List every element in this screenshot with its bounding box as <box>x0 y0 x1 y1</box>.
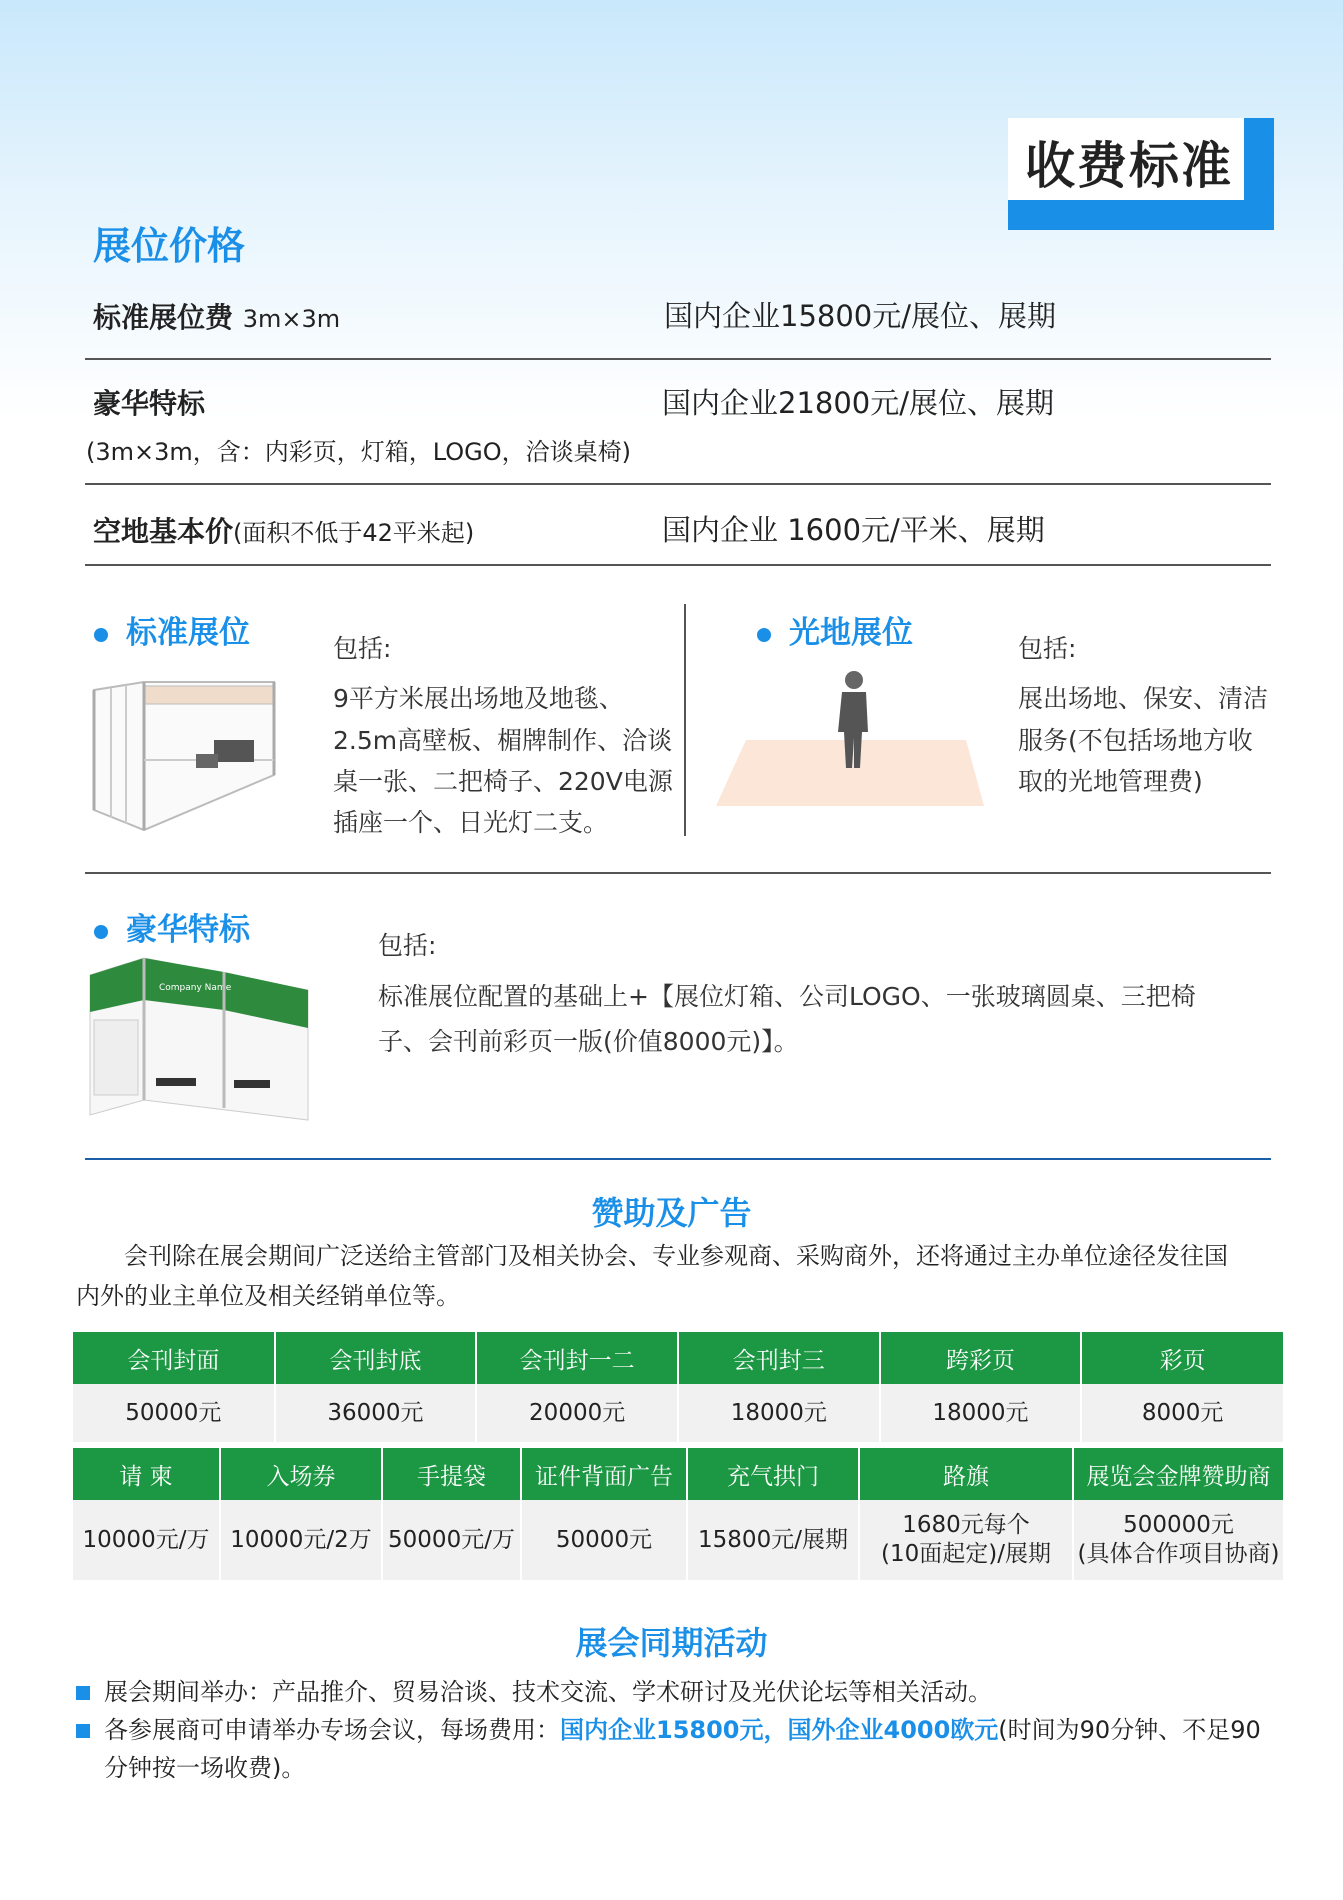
deluxe-booth-desc-1: 标准展位配置的基础上+【展位灯箱、公司LOGO、一张玻璃圆桌、三把椅 <box>378 982 1196 1011</box>
price-row-1-label: 标准展位费 3m×3m <box>93 301 341 334</box>
table-header: 会刊封一二 <box>476 1332 678 1384</box>
divider <box>85 358 1271 360</box>
activity-item-2: 各参展商可申请举办专场会议，每场费用：国内企业15800元，国外企业4000欧元(时间为90分钟、不足90 <box>76 1712 1276 1748</box>
table-header: 会刊封三 <box>678 1332 880 1384</box>
table-cell: 18000元 <box>880 1384 1082 1442</box>
table-cell: 36000元 <box>275 1384 477 1442</box>
price-row-2-label: 豪华特标 <box>93 387 206 420</box>
raw-space-desc-1: 展出场地、保安、清洁 <box>1018 684 1269 713</box>
sponsorship-intro-1: 会刊除在展会期间广泛送给主管部门及相关协会、专业参观商、采购商外，还将通过主办单位途径发往国 <box>124 1242 1228 1270</box>
ad-price-table-2 <box>73 1448 1283 1580</box>
raw-space-desc-3: 取的光地管理费) <box>1018 767 1203 796</box>
company-name-sign: Company Name <box>159 983 232 993</box>
table-cell: 15800元/展期 <box>687 1500 859 1580</box>
standard-booth-includes: 包括: <box>333 634 392 663</box>
table-cell: 10000元/2万 <box>220 1500 382 1580</box>
divider <box>85 564 1271 566</box>
standard-booth-desc-4: 插座一个、日光灯二支。 <box>333 808 609 837</box>
bullet-dot-icon <box>757 628 771 642</box>
price-row-2-note: (3m×3m，含：内彩页，灯箱，LOGO，洽谈桌椅) <box>86 438 632 466</box>
table-header: 路旗 <box>859 1448 1073 1500</box>
table-header: 手提袋 <box>382 1448 521 1500</box>
page-title-box <box>1008 118 1274 230</box>
table-cell: 8000元 <box>1081 1384 1283 1442</box>
booth-price-heading: 展位价格 <box>93 224 246 268</box>
divider-blue <box>85 1158 1271 1160</box>
divider <box>85 872 1271 874</box>
table-header: 充气拱门 <box>687 1448 859 1500</box>
title-accent-bar-bottom <box>1008 200 1274 230</box>
standard-booth-desc-2: 2.5m高壁板、楣牌制作、洽谈 <box>333 726 673 755</box>
table-cell: 50000元 <box>521 1500 687 1580</box>
table-header: 彩页 <box>1081 1332 1283 1384</box>
activity-item-1: 展会期间举办：产品推介、贸易洽谈、技术交流、学术研讨及光伏论坛等相关活动。 <box>76 1674 992 1710</box>
table-header: 证件背面广告 <box>521 1448 687 1500</box>
table-header: 请 柬 <box>73 1448 220 1500</box>
table-cell: 1680元每个 (10面起定)/展期 <box>859 1500 1073 1580</box>
table-cell: 10000元/万 <box>73 1500 220 1580</box>
table-cell: 50000元/万 <box>382 1500 521 1580</box>
price-row-2-value: 国内企业21800元/展位、展期 <box>662 386 1055 420</box>
bullet-square-icon <box>76 1724 90 1738</box>
raw-space-illustration <box>716 660 986 820</box>
sponsorship-intro-2: 内外的业主单位及相关经销单位等。 <box>76 1282 460 1310</box>
divider <box>85 483 1271 485</box>
table-cell: 20000元 <box>476 1384 678 1442</box>
table-cell: 50000元 <box>73 1384 275 1442</box>
deluxe-booth-title: 豪华特标 <box>94 904 250 949</box>
table-cell: 500000元 (具体合作项目协商) <box>1073 1500 1283 1580</box>
activity-item-2-continuation: 分钟按一场收费)。 <box>104 1754 306 1782</box>
table-row <box>73 1384 1283 1442</box>
deluxe-booth-includes: 包括: <box>378 931 437 960</box>
table-header: 会刊封底 <box>275 1332 477 1384</box>
table-header-row <box>73 1448 1283 1500</box>
raw-space-title: 光地展位 <box>757 607 913 652</box>
bullet-dot-icon <box>94 925 108 939</box>
standard-booth-desc-1: 9平方米展出场地及地毯、 <box>333 684 624 713</box>
raw-space-includes: 包括: <box>1018 634 1077 663</box>
standard-booth-desc-3: 桌一张、二把椅子、220V电源 <box>333 767 673 796</box>
deluxe-booth-desc-2: 子、会刊前彩页一版(价值8000元)】。 <box>378 1027 799 1056</box>
page-title: 收费标准 <box>1025 137 1233 195</box>
price-row-3-label: 空地基本价(面积不低于42平米起) <box>93 515 475 548</box>
table-row <box>73 1500 1283 1580</box>
table-header: 跨彩页 <box>880 1332 1082 1384</box>
standard-booth-illustration <box>84 680 284 840</box>
table-cell: 18000元 <box>678 1384 880 1442</box>
ad-price-table-1 <box>73 1332 1283 1442</box>
deluxe-booth-illustration <box>84 950 314 1130</box>
table-header: 展览会金牌赞助商 <box>1073 1448 1283 1500</box>
sponsorship-heading: 赞助及广告 <box>591 1194 752 1232</box>
standard-booth-title: 标准展位 <box>94 607 250 652</box>
raw-space-desc-2: 服务(不包括场地方收 <box>1018 726 1253 755</box>
bullet-dot-icon <box>94 628 108 642</box>
table-header: 入场券 <box>220 1448 382 1500</box>
table-header: 会刊封面 <box>73 1332 275 1384</box>
bullet-square-icon <box>76 1686 90 1700</box>
price-row-1-value: 国内企业15800元/展位、展期 <box>664 299 1057 333</box>
price-row-3-value: 国内企业 1600元/平米、展期 <box>662 513 1045 547</box>
table-header-row <box>73 1332 1283 1384</box>
vertical-divider <box>684 604 686 836</box>
activities-heading: 展会同期活动 <box>575 1624 768 1662</box>
